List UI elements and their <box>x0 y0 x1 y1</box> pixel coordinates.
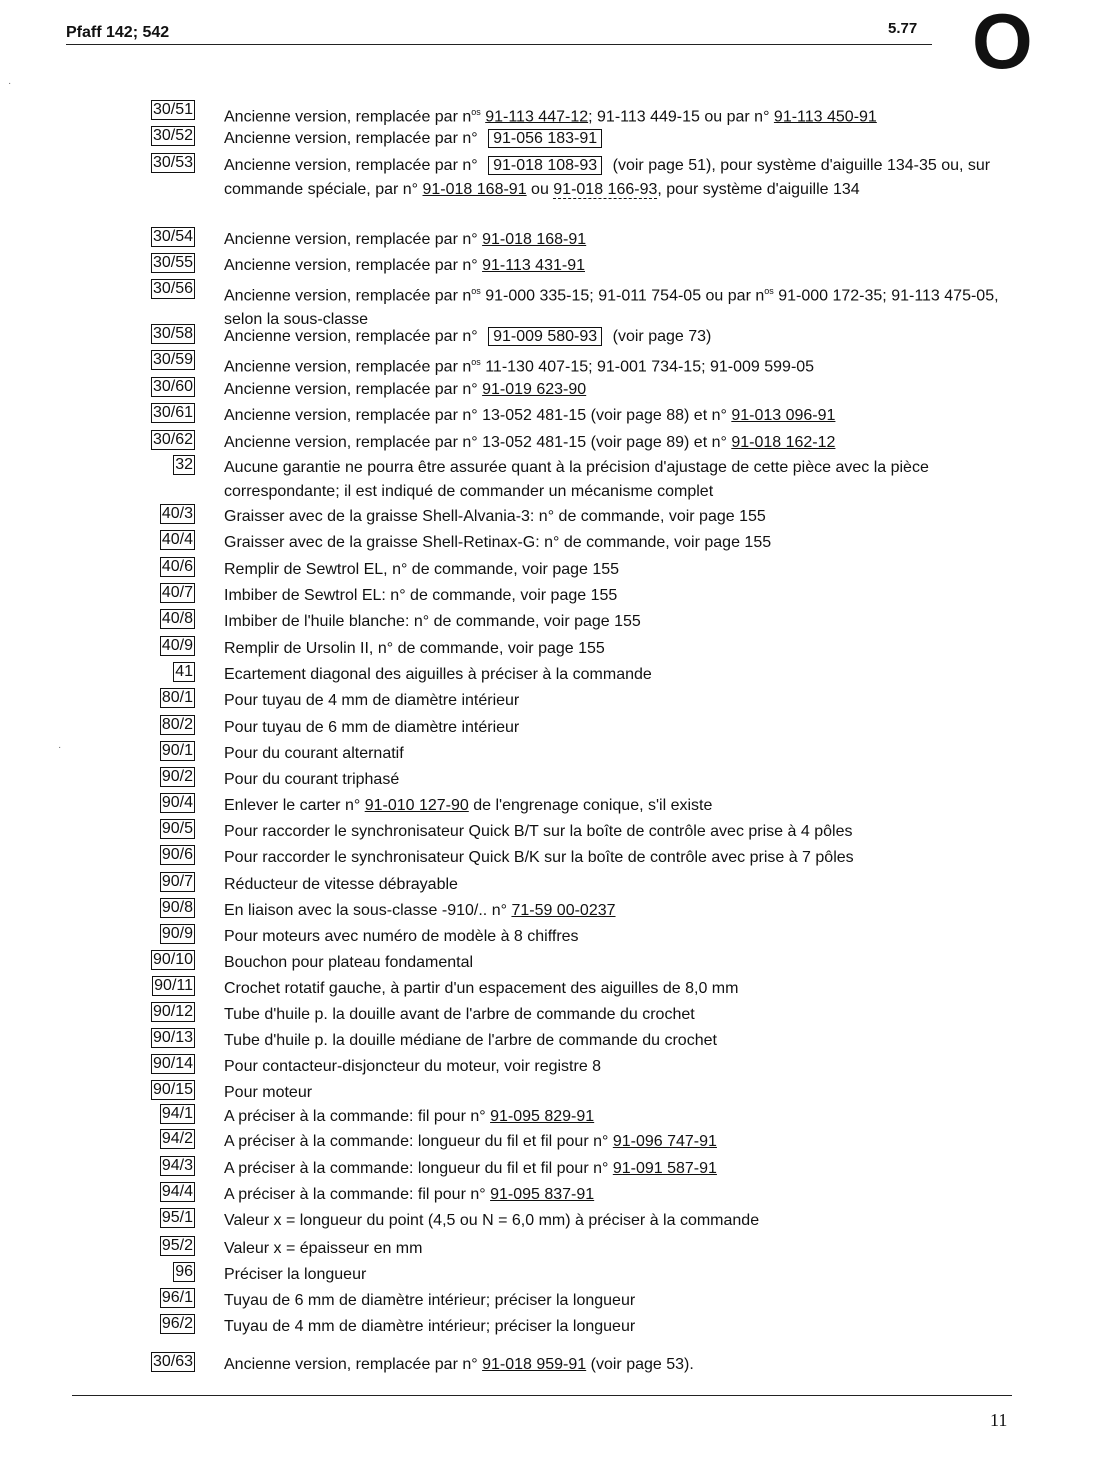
part-number-ref: 91-019 623-90 <box>482 381 587 398</box>
footnote-text <box>224 558 1024 582</box>
footnote-code-box: 90/12 <box>152 1003 193 1020</box>
footnote-code-box: 80/1 <box>161 689 193 706</box>
text-run: Réducteur de vitesse débrayable <box>224 876 458 893</box>
footnote-code-box: 90/9 <box>161 925 193 942</box>
text-run: Pour moteur <box>224 1084 313 1101</box>
footnote-code-box: 90/10 <box>152 951 193 968</box>
footnote-code-box: 90/15 <box>152 1081 193 1098</box>
text-run: Graisser avec de la graisse Shell-Alvania-3: n° de commande, voir page 155 <box>224 508 766 525</box>
part-number-ref: 91-113 447-12 <box>485 108 589 126</box>
text-run: Enlever le carter n° <box>224 797 365 814</box>
part-number-boxed: 91-056 183-91 <box>488 129 602 148</box>
footnote-code-box: 32 <box>175 456 193 473</box>
text-run: (voir page 51), pour système d'aiguille 134-35 ou, sur commande spéciale, par n° <box>224 157 995 198</box>
footnote-text <box>224 254 1024 278</box>
footnote-text <box>224 1157 1024 1181</box>
footnote-text <box>224 101 1024 129</box>
footnote-text <box>224 1209 1024 1233</box>
text-run: Ancienne version, remplacée par n° <box>224 1356 483 1373</box>
footnote-code-box: 90/6 <box>161 846 193 863</box>
footnote-text <box>224 1183 1024 1207</box>
text-run: Ancienne version, remplacée par n <box>224 358 472 376</box>
footer-rule <box>72 1395 1012 1396</box>
part-number-ref: 91-018 959-91 <box>482 1356 587 1373</box>
text-run: , pour système d'aiguille 134 <box>657 180 860 198</box>
text-run: Ancienne version, remplacée par n <box>224 287 472 305</box>
part-number-ref: 91-013 096-91 <box>731 407 836 424</box>
part-number-ref: 91-018 168-91 <box>482 231 587 248</box>
footnote-code-box: 30/52 <box>152 127 193 144</box>
footnote-code-box: 30/62 <box>152 431 193 448</box>
footnote-code-box: 96/1 <box>161 1289 193 1306</box>
text-run: Remplir de Ursolin II, n° de commande, voir page 155 <box>224 640 605 657</box>
text-run: os <box>471 357 481 367</box>
footnote-text <box>224 1003 1024 1027</box>
text-run: 11-130 407-15; 91-001 734-15; 91-009 599-05 <box>480 358 815 376</box>
text-run: Pour moteurs avec numéro de modèle à 8 chiffres <box>224 928 579 945</box>
part-number-ref: 71-59 00-0237 <box>511 902 616 919</box>
page-number: 11 <box>990 1410 1008 1430</box>
footnote-code-box: 95/2 <box>161 1237 193 1254</box>
footnote-text <box>224 378 1024 402</box>
footnote-code-box: 40/9 <box>161 637 193 654</box>
footnote-code-box: 96/2 <box>161 1315 193 1332</box>
footnote-code-box: 90/13 <box>152 1029 193 1046</box>
footnote-code-box: 41 <box>175 663 193 680</box>
footnote-code-box: 90/8 <box>161 899 193 916</box>
footnote-code-box: 40/7 <box>161 584 193 601</box>
footnote-text <box>224 154 1024 201</box>
text-run: Ancienne version, remplacée par n° <box>224 381 483 398</box>
text-run: Tube d'huile p. la douille avant de l'arbre de commande du crochet <box>224 1006 695 1023</box>
text-run: Pour contacteur-disjoncteur du moteur, voir registre 8 <box>224 1058 602 1075</box>
text-run: Préciser la longueur <box>224 1266 367 1283</box>
text-run: Valeur x = épaisseur en mm <box>224 1240 423 1257</box>
footnote-text <box>224 742 1024 766</box>
text-run: os <box>471 107 481 117</box>
footnote-code-box: 94/2 <box>161 1130 193 1147</box>
footnote-text <box>224 431 1024 455</box>
footnote-text <box>224 1353 1024 1377</box>
header-page-code: 5.77 <box>888 20 918 37</box>
text-run: Aucune garantie ne pourra être assurée quant à la précision d'ajustage de cette pièce avec la pièce correspondante; il est indiqué de commander un mécanisme complet <box>224 459 934 500</box>
footnote-code-box: 95/1 <box>161 1209 193 1226</box>
text-run: Bouchon pour plateau fondamental <box>224 954 474 971</box>
text-run: Ancienne version, remplacée par n° 13-052 481-15 (voir page 89) et n° <box>224 434 732 451</box>
section-letter: O <box>972 0 1033 85</box>
footnote-text <box>224 925 1024 949</box>
text-run: Tube d'huile p. la douille médiane de l'arbre de commande du crochet <box>224 1032 717 1049</box>
footnote-code-box: 30/53 <box>152 154 193 171</box>
footnote-text <box>224 1315 1024 1339</box>
footnote-text <box>224 977 1024 1001</box>
header-model: Pfaff 142; 542 <box>66 24 170 41</box>
text-run: Ancienne version, remplacée par n <box>224 108 472 126</box>
footnote-code-box: 90/2 <box>161 768 193 785</box>
footnote-code-box: 94/1 <box>161 1105 193 1122</box>
text-run: A préciser à la commande: fil pour n° <box>224 1108 491 1125</box>
text-run: Graisser avec de la graisse Shell-Retinax-G: n° de commande, voir page 155 <box>224 534 772 551</box>
footnote-text <box>224 1237 1024 1261</box>
part-number-ref: 91-018 162-12 <box>731 434 836 451</box>
text-run: Tuyau de 6 mm de diamètre intérieur; préciser la longueur <box>224 1292 636 1309</box>
footnote-code-box: 30/58 <box>152 325 193 342</box>
text-run: Ecartement diagonal des aiguilles à préciser à la commande <box>224 666 652 683</box>
text-run: Ancienne version, remplacée par n° <box>224 231 483 248</box>
text-run: ; 91-113 449-15 ou par n° <box>588 108 774 126</box>
footnote-text <box>224 404 1024 428</box>
footnote-code-box: 30/54 <box>152 228 193 245</box>
text-run: Valeur x = longueur du point (4,5 ou N = 6,0 mm) à préciser à la commande <box>224 1212 760 1229</box>
text-run: 91-000 172-35; 91-113 475-05, selon la sous-classe <box>224 287 1003 328</box>
footnote-code-box: 30/59 <box>152 351 193 368</box>
part-number-ref: 91-091 587-91 <box>612 1160 717 1177</box>
footnote-text <box>224 846 1024 870</box>
text-run: Ancienne version, remplacée par n° 13-052 481-15 (voir page 88) et n° <box>224 407 732 424</box>
footnote-code-box: 30/56 <box>152 280 193 297</box>
text-run: 91-000 335-15; 91-011 754-05 ou par n <box>480 287 765 305</box>
text-run: Pour du courant alternatif <box>224 745 404 762</box>
footnote-text <box>224 716 1024 740</box>
text-run: A préciser à la commande: longueur du fil et fil pour n° <box>224 1160 613 1177</box>
footnote-text <box>224 1130 1024 1154</box>
footnote-text <box>224 610 1024 634</box>
footnote-text <box>224 1081 1024 1105</box>
text-run: (voir page 73) <box>608 328 712 345</box>
footnote-code-box: 90/14 <box>152 1055 193 1072</box>
footnote-text <box>224 1263 1024 1287</box>
text-run: Imbiber de Sewtrol EL: n° de commande, voir page 155 <box>224 587 618 604</box>
text-run: Pour raccorder le synchronisateur Quick B/K sur la boîte de contrôle avec prise à 7 pôles <box>224 849 854 866</box>
text-run: Pour du courant triphasé <box>224 771 400 788</box>
footnote-code-box: 40/8 <box>161 610 193 627</box>
footnote-text <box>224 689 1024 713</box>
text-run: En liaison avec la sous-classe -910/.. n° <box>224 902 512 919</box>
text-run: Pour raccorder le synchronisateur Quick B/T sur la boîte de contrôle avec prise à 4 pôles <box>224 823 853 840</box>
part-number-ref: 91-018 166-93 <box>553 180 658 198</box>
footnote-text <box>224 280 1024 331</box>
footnote-code-box: 30/51 <box>152 101 193 118</box>
footnote-text <box>224 951 1024 975</box>
footnote-text <box>224 456 1024 503</box>
footnote-text <box>224 351 1024 379</box>
text-run: A préciser à la commande: longueur du fil et fil pour n° <box>224 1133 613 1150</box>
footnote-text <box>224 873 1024 897</box>
text-run: Pour tuyau de 4 mm de diamètre intérieur <box>224 692 520 709</box>
footnote-code-box: 30/60 <box>152 378 193 395</box>
text-run: Imbiber de l'huile blanche: n° de commande, voir page 155 <box>224 613 641 630</box>
footnote-code-box: 90/11 <box>154 977 193 994</box>
footnote-code-box: 90/4 <box>161 794 193 811</box>
footnote-code-box: 90/5 <box>161 820 193 837</box>
footnote-text <box>224 820 1024 844</box>
footnote-code-box: 90/7 <box>161 873 193 890</box>
footnote-text <box>224 663 1024 687</box>
part-number-boxed: 91-018 108-93 <box>488 156 602 175</box>
part-number-ref: 91-095 829-91 <box>490 1108 595 1125</box>
footnote-text <box>224 1029 1024 1053</box>
text-run: Ancienne version, remplacée par n° <box>224 257 483 274</box>
footnote-text <box>224 325 1024 349</box>
part-number-ref: 91-096 747-91 <box>612 1133 717 1150</box>
text-run: Tuyau de 4 mm de diamètre intérieur; préciser la longueur <box>224 1318 636 1335</box>
header-rule <box>66 44 932 45</box>
footnote-code-box: 96 <box>175 1263 193 1280</box>
text-run: Pour tuyau de 6 mm de diamètre intérieur <box>224 719 520 736</box>
footnote-text <box>224 1105 1024 1129</box>
footnote-text <box>224 127 1024 151</box>
text-run: Remplir de Sewtrol EL, n° de commande, voir page 155 <box>224 561 620 578</box>
scan-speck: · <box>8 78 12 89</box>
part-number-boxed: 91-009 580-93 <box>488 327 602 346</box>
footnote-text <box>224 505 1024 529</box>
footnote-text <box>224 637 1024 661</box>
part-number-ref: 91-018 168-91 <box>422 180 527 198</box>
part-number-ref: 91-113 450-91 <box>773 108 877 126</box>
part-number-ref: 91-113 431-91 <box>482 257 585 274</box>
footnote-code-box: 30/55 <box>152 254 193 271</box>
text-run: de l'engrenage conique, s'il existe <box>468 797 713 814</box>
part-number-ref: 91-010 127-90 <box>364 797 469 814</box>
footnote-code-box: 90/1 <box>161 742 193 759</box>
footnote-text <box>224 228 1024 252</box>
footnote-text <box>224 1289 1024 1313</box>
footnote-text <box>224 899 1024 923</box>
scan-speck: · <box>58 742 62 753</box>
footnote-text <box>224 531 1024 555</box>
footnote-code-box: 94/3 <box>161 1157 193 1174</box>
footnote-code-box: 94/4 <box>161 1183 193 1200</box>
footnote-text <box>224 794 1024 818</box>
text-run: os <box>471 286 481 296</box>
footnote-text <box>224 584 1024 608</box>
footnote-code-box: 40/6 <box>161 558 193 575</box>
part-number-ref: 91-095 837-91 <box>490 1186 595 1203</box>
text-run: Ancienne version, remplacée par n° <box>224 130 483 147</box>
text-run: A préciser à la commande: fil pour n° <box>224 1186 491 1203</box>
footnote-text <box>224 768 1024 792</box>
text-run: Ancienne version, remplacée par n° <box>224 328 483 345</box>
text-run: os <box>764 286 774 296</box>
footnote-code-box: 40/3 <box>161 505 193 522</box>
footnote-code-box: 80/2 <box>161 716 193 733</box>
footnote-code-box: 40/4 <box>161 531 193 548</box>
text-run: ou <box>526 180 554 198</box>
footnote-code-box: 30/61 <box>152 404 193 421</box>
text-run: Crochet rotatif gauche, à partir d'un espacement des aiguilles de 8,0 mm <box>224 980 739 997</box>
footnote-text <box>224 1055 1024 1079</box>
text-run: Ancienne version, remplacée par n° <box>224 157 483 174</box>
footnote-code-box: 30/63 <box>152 1353 193 1370</box>
text-run: (voir page 53). <box>586 1356 694 1373</box>
